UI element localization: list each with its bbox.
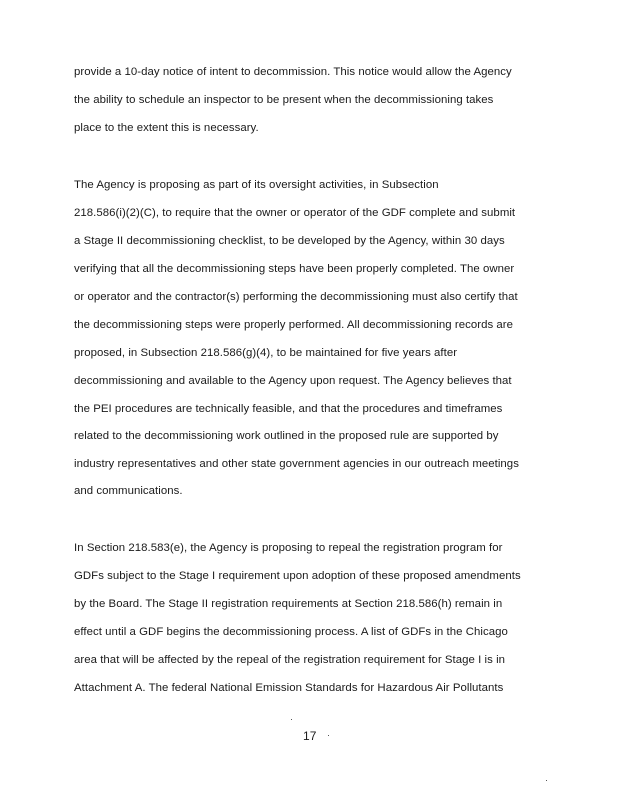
scan-speck [291, 719, 292, 720]
paragraph-2-line-1: The Agency is proposing as part of its oversight activities, in Subsection [74, 179, 439, 191]
paragraph-2-line-11: industry representatives and other state government agencies in our outreach meetings [74, 458, 519, 470]
paragraph-2-line-10: related to the decommissioning work outlined in the proposed rule are supported by [74, 430, 499, 442]
paragraph-2-line-8: decommissioning and available to the Agency upon request. The Agency believes that [74, 375, 512, 387]
paragraph-2-line-3: a Stage II decommissioning checklist, to be developed by the Agency, within 30 days [74, 235, 505, 247]
paragraph-2-line-6: the decommissioning steps were properly performed. All decommissioning records are [74, 319, 514, 331]
paragraph-2-line-4: verifying that all the decommissioning steps have been properly completed. The owner [74, 263, 515, 275]
paragraph-3-line-3: by the Board. The Stage II registration requirements at Section 218.586(h) remain in [74, 598, 503, 610]
paragraph-2-line-2: 218.586(i)(2)(C), to require that the owner or operator of the GDF complete and submit [74, 207, 516, 219]
paragraph-2-line-7: proposed, in Subsection 218.586(g)(4), to be maintained for five years after [74, 347, 458, 359]
paragraph-1-line-3: place to the extent this is necessary. [74, 122, 259, 134]
paragraph-3-line-5: area that will be affected by the repeal of the registration requirement for Stage I is in [74, 654, 506, 666]
paragraph-3-line-4: effect until a GDF begins the decommissioning process. A list of GDFs in the Chicago [74, 626, 508, 638]
paragraph-2-line-9: the PEI procedures are technically feasible, and that the procedures and timeframes [74, 403, 503, 415]
paragraph-3-line-6: Attachment A. The federal National Emission Standards for Hazardous Air Pollutants [74, 682, 504, 694]
paragraph-1-line-2: the ability to schedule an inspector to be present when the decommissioning takes [74, 94, 494, 106]
paragraph-2-line-5: or operator and the contractor(s) performing the decommissioning must also certify that [74, 291, 518, 303]
paragraph-1-line-1: provide a 10-day notice of intent to decommission. This notice would allow the Agency [74, 66, 512, 78]
page-number: 17 [303, 729, 317, 743]
scan-speck [328, 735, 329, 736]
paragraph-3-line-2: GDFs subject to the Stage I requirement upon adoption of these proposed amendments [74, 570, 521, 582]
scan-speck [546, 780, 547, 781]
paragraph-2-line-12: and communications. [74, 485, 183, 497]
paragraph-3-line-1: In Section 218.583(e), the Agency is proposing to repeal the registration program for [74, 542, 503, 554]
